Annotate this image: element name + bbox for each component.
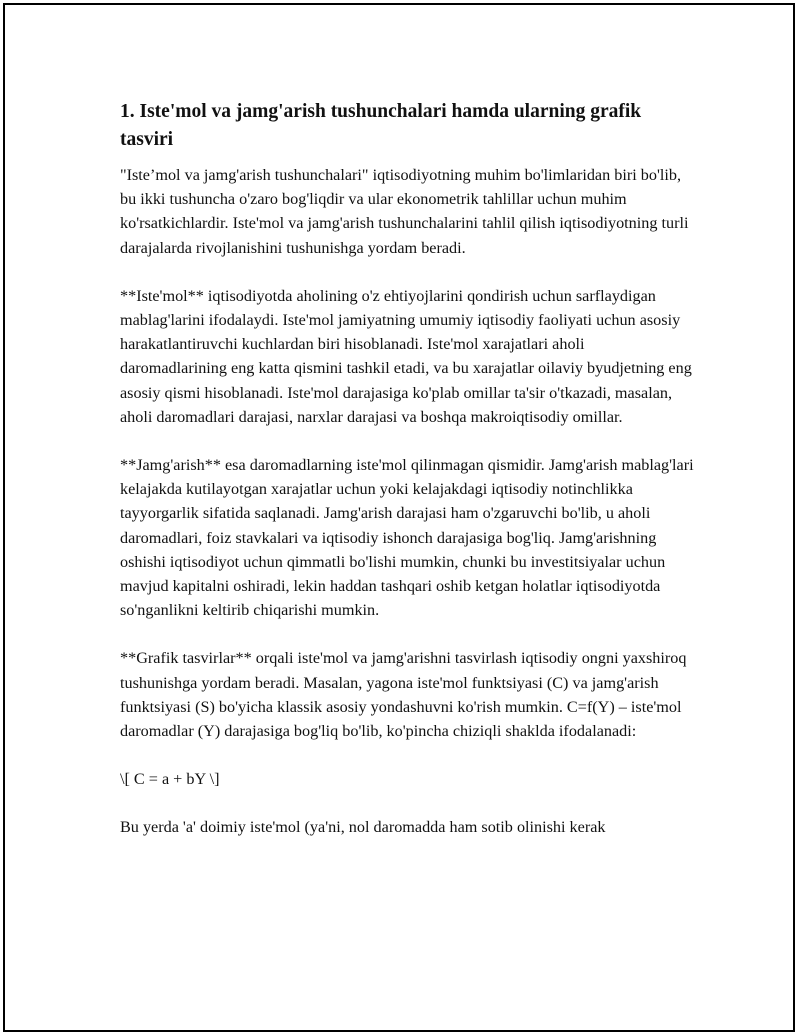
formula-line: \[ C = a + bY \]	[120, 770, 220, 789]
paragraph-jamgarish: **Jamg'arish** esa daromadlarning iste'mol qilinmagan qismidir. Jamg'arish mablag'lari kelajakda kutilayotgan xarajatlar uchun yoki kelajakdagi iqtisodiy notinchlikka tayyorgarlik sifatida saqlanadi. Jamg'arish darajasi ham o'zgaruvchi bo'lib, u aholi daromadlari, foiz stavkalari va iqtisodiy ishonch darajasiga bog'liq. Jamg'arishning oshishi iqtisodiyot uchun qimmatli bo'lishi mumkin, chunki bu investitsiyalar uchun mavjud kapitalni oshiradi, lekin haddan tashqari oshib ketgan holatlar iqtisodiyotda so'nganlikni keltirib chiqarishi mumkin.	[120, 456, 694, 620]
page-frame	[3, 3, 795, 1032]
paragraph-intro: "Iste’mol va jamg'arish tushunchalari" iqtisodiyotning muhim bo'limlaridan biri bo'lib, bu ikki tushuncha o'zaro bog'liqdir va ular ekonometrik tahlillar uchun muhim ko'rsatkichlardir. Iste'mol va jamg'arish tushunchalarini tahlil qilish iqtisodiyotning turli darajalarda rivojlanishini tushunishga yordam beradi.	[120, 166, 689, 257]
paragraph-istemol: **Iste'mol** iqtisodiyotda aholining o'z ehtiyojlarini qondirish uchun sarflaydigan mablag'larini ifodalaydi. Iste'mol jamiyatning umumiy iqtisodiy faoliyati uchun asosiy harakatlantiruvchi kuchlardan biri hisoblanadi. Iste'mol xarajatlari aholi daromadlarining eng katta qismini tashkil etadi, va bu xarajatlar oilaviy byudjetning eng asosiy qismi hisoblanadi. Iste'mol darajasiga ko'plab omillar ta'sir o'tkazadi, masalan, aholi daromadlari darajasi, narxlar darajasi va boshqa makroiqtisodiy omillar.	[120, 286, 692, 426]
section-heading: 1. Iste'mol va jamg'arish tushunchalari hamda ularning grafik tasviri	[120, 101, 642, 150]
paragraph-grafik: **Grafik tasvirlar** orqali iste'mol va jamg'arishni tasvirlash iqtisodiy ongni yaxshiroq tushunishga yordam beradi. Masalan, yagona iste'mol funktsiyasi (C) va jamg'arish funktsiyasi (S) bo'yicha klassik asosiy yondashuvni ko'rish mumkin. C=f(Y) – iste'mol daromadlar (Y) darajasiga bog'liq bo'lib, ko'pincha chiziqli shaklda ifodalanadi:	[120, 649, 687, 741]
document-body	[120, 98, 695, 864]
paragraph-explanation: Bu yerda 'a' doimiy iste'mol (ya'ni, nol daromadda ham sotib olinishi kerak	[120, 818, 606, 837]
